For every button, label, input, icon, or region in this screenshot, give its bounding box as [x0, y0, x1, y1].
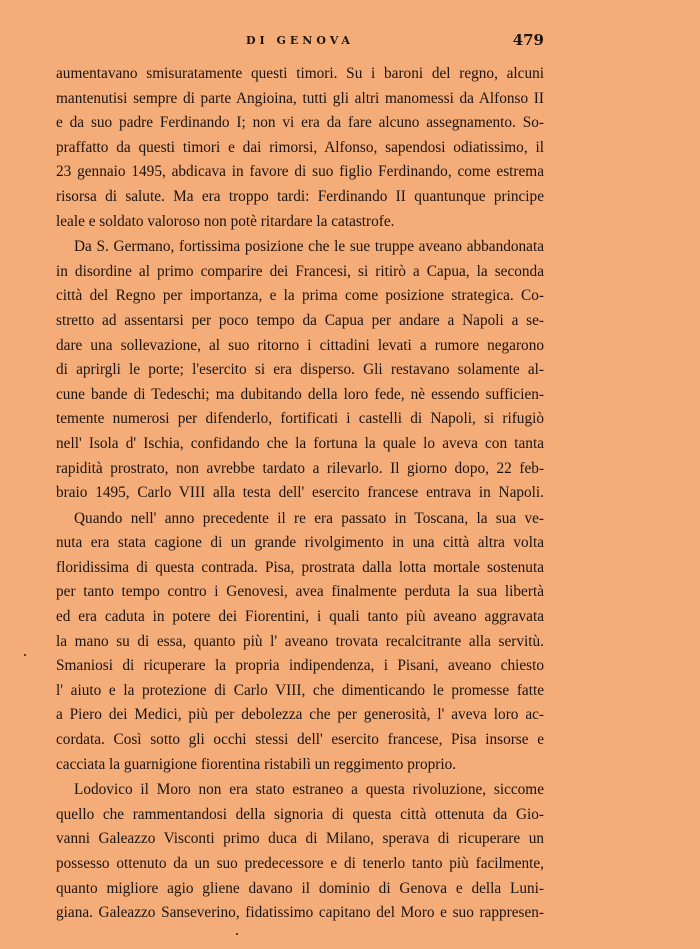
text-line: aumentavano smisuratamente questi timori. Su i baroni del regno, alcuni: [56, 65, 544, 82]
paper-speck: [236, 933, 238, 935]
text-line: città del Regno per importanza, e la prima come posizione strategica. Co-: [56, 287, 544, 305]
text-line: possesso ottenuto da un suo predecessore e di tenerlo tanto più facilmente,: [56, 855, 544, 872]
text-line: 23 gennaio 1495, abdicava in favore di suo figlio Ferdinando, come estrema: [56, 163, 544, 181]
text-line: ed era caduta in potere dei Fiorentini, i quali tanto più aveano aggravata: [56, 608, 544, 626]
text-line: mantenutisi sempre di parte Angioina, tutti gli altri manomessi da Alfonso II: [56, 89, 544, 107]
text-line: dare una sollevazione, al suo ritorno i cittadini levati a rumore negarono: [56, 336, 544, 354]
text-line: per tanto tempo contro i Genovesi, avea finalmente perduta la sua libertà: [56, 583, 544, 601]
text-line: cacciata la guarnigione fiorentina ristabilì un reggimento proprio.: [56, 755, 457, 773]
text-line: stretto ad assentarsi per poco tempo da Capua per andare a Napoli a se-: [56, 311, 544, 329]
text-line: nell' Isola d' Ischia, confidando che la fortuna la quale lo aveva con tanta: [56, 434, 544, 452]
text-line: Quando nell' anno precedente il re era passato in Toscana, la sua ve-: [74, 509, 544, 527]
text-line: quello che rammentandosi della signoria di questa città ottenuta da Gio-: [56, 805, 544, 823]
text-line: Da S. Germano, fortissima posizione che le sue truppe aveano abbandonata: [74, 238, 544, 256]
paragraph-3: [56, 507, 544, 778]
text-line: Smaniosi di ricuperare la propria indipendenza, i Pisani, aveano chiesto: [56, 657, 544, 675]
text-line: temente numerosi per difenderlo, fortificati i castelli di Napoli, si rifugiò: [56, 410, 544, 428]
text-line: e da suo padre Ferdinando I; non vi era da fare alcuno assegnamento. So-: [56, 114, 544, 132]
text-line: rapidità prostrato, non avrebbe tardato a rilevarlo. Il giorno dopo, 22 feb-: [56, 459, 544, 477]
text-line: l' aiuto e la protezione di Carlo VIII, che dimenticando le promesse fatte: [56, 681, 544, 699]
text-line: nuta era stata cagione di un grande rivolgimento in una città altra volta: [56, 534, 544, 552]
text-line: in disordine al primo comparire dei Francesi, si ritirò a Capua, la seconda: [56, 262, 544, 280]
paragraph-1: [56, 62, 544, 234]
text-line: vanni Galeazzo Visconti primo duca di Milano, sperava di ricuperare un: [56, 830, 544, 848]
text-line: cordata. Così sotto gli occhi stessi dell' esercito francese, Pisa insorse e: [56, 731, 544, 749]
text-line: a Piero dei Medici, più per debolezza che per generosità, l' aveva loro ac-: [56, 706, 544, 724]
body-text: [56, 62, 544, 926]
text-line: Lodovico il Moro non era stato estraneo a questa rivoluzione, siccome: [74, 781, 544, 799]
text-line: braio 1495, Carlo VIII alla testa dell' esercito francese entrava in Napoli.: [56, 484, 544, 502]
page-number: 479: [512, 31, 544, 49]
paper-speck: [24, 654, 26, 656]
running-head: [56, 31, 544, 56]
text-line: di aprirgli le porte; l'esercito si era disperso. Gli restavano solamente al-: [56, 361, 544, 379]
text-line: giana. Galeazzo Sanseverino, fidatissimo capitano del Moro e suo rappresen-: [56, 904, 544, 922]
paragraph-2: [56, 235, 544, 506]
text-line: risorsa di salute. Ma era troppo tardi: Ferdinando II quantunque principe: [56, 187, 544, 205]
text-line: praffatto da questi timori e dai rimorsi, Alfonso, sapendosi odiatissimo, il: [56, 138, 544, 156]
text-line: la mano su di essa, quanto più l' aveano trovata recalcitrante alla servitù.: [56, 632, 544, 650]
running-title: DI GENOVA: [246, 34, 354, 47]
text-line: cune bande di Tedeschi; ma dubitando della loro fede, nè essendo sufficien-: [56, 385, 544, 403]
paragraph-4: [56, 778, 544, 926]
text-line: floridissima di questa contrada. Pisa, prostrata dalla lotta mortale sostenuta: [56, 558, 544, 576]
text-line: leale e soldato valoroso non potè ritardare la catastrofe.: [56, 212, 395, 230]
text-line: quanto migliore agio gliene davano il dominio di Genova e della Luni-: [56, 879, 544, 897]
